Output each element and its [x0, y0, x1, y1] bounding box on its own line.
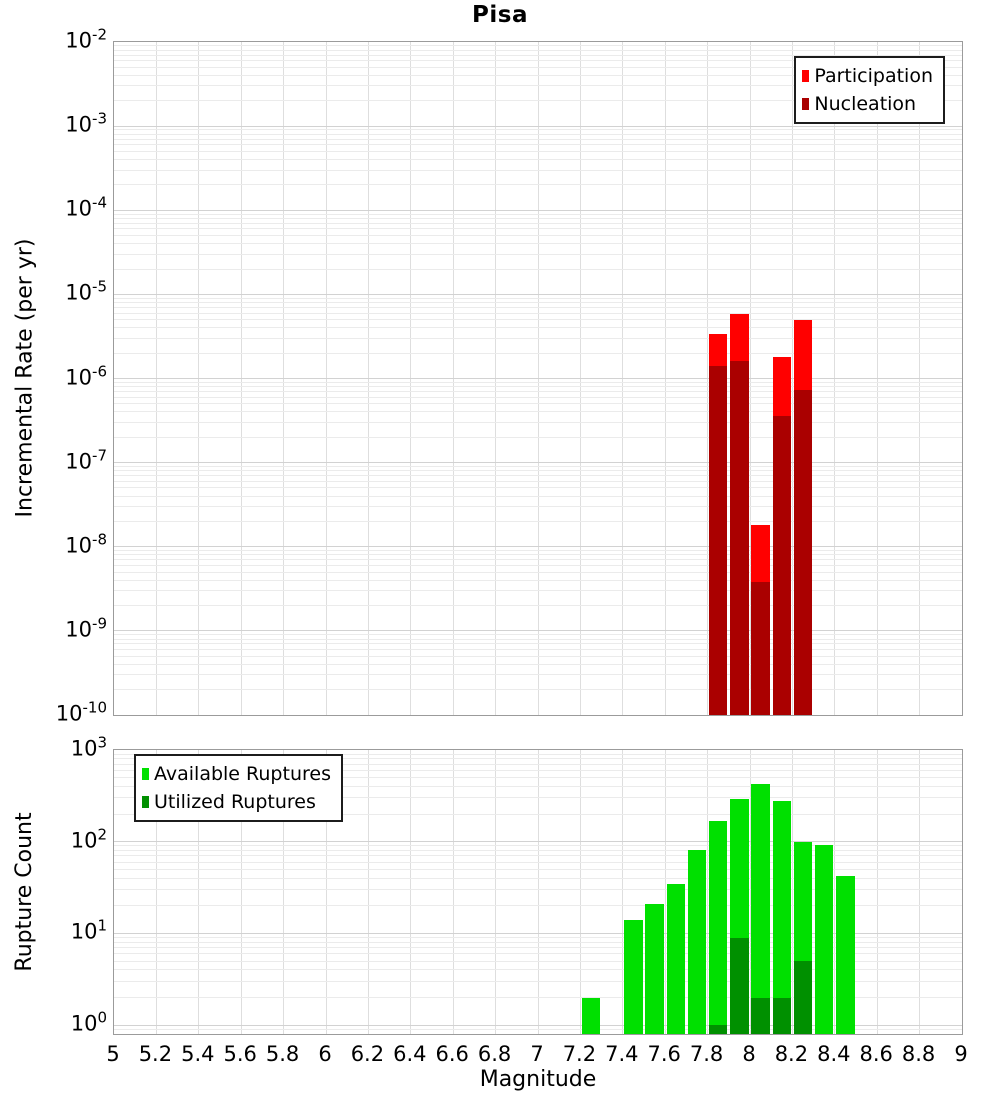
- grid-line-y: [114, 139, 962, 140]
- legend-label-available-ruptures: Available Ruptures: [154, 763, 331, 785]
- grid-line-y: [114, 506, 962, 507]
- grid-line-y: [114, 953, 962, 954]
- y-tick-label: $10^0$: [70, 1008, 107, 1036]
- bar-available-ruptures: [645, 904, 664, 1034]
- x-tick-label: 9: [954, 1042, 968, 1066]
- x-tick-label: 6.8: [477, 1042, 512, 1066]
- grid-line-y: [114, 550, 962, 551]
- grid-line-y: [114, 664, 962, 665]
- grid-line-y: [114, 151, 962, 152]
- grid-line-x: [538, 750, 539, 1034]
- grid-line-y: [114, 50, 962, 51]
- bar-available-ruptures: [624, 920, 643, 1034]
- grid-line-y: [114, 933, 962, 934]
- grid-line-y: [114, 862, 962, 863]
- x-tick-label: 8.6: [859, 1042, 893, 1066]
- bar-nucleation: [709, 366, 728, 715]
- grid-line-y: [114, 961, 962, 962]
- grid-line-x: [410, 750, 411, 1034]
- bar-available-ruptures: [582, 998, 601, 1034]
- x-tick-label: 5.8: [265, 1042, 300, 1066]
- grid-line-y: [114, 397, 962, 398]
- grid-line-y: [114, 391, 962, 392]
- participation-swatch: [802, 70, 809, 82]
- grid-line-y: [114, 382, 962, 383]
- y-tick-label: $10^1$: [70, 916, 107, 944]
- bar-nucleation: [773, 416, 792, 715]
- grid-line-y: [114, 170, 962, 171]
- legend-label-participation: Participation: [814, 65, 933, 87]
- utilized-ruptures-swatch: [142, 796, 149, 808]
- grid-line-y: [114, 144, 962, 145]
- grid-line-y: [114, 605, 962, 606]
- grid-line-y: [114, 997, 962, 998]
- grid-line-y: [114, 580, 962, 581]
- x-tick-label: 8.8: [901, 1042, 936, 1066]
- grid-line-y: [114, 643, 962, 644]
- grid-line-y: [114, 869, 962, 870]
- x-tick-label: 7: [530, 1042, 544, 1066]
- grid-line-y: [114, 302, 962, 303]
- y-tick-label: $10^{-4}$: [65, 193, 107, 221]
- bar-available-ruptures: [751, 784, 770, 1034]
- y-tick-label: $10^{-7}$: [65, 446, 107, 474]
- x-tick-label: 7.8: [689, 1042, 724, 1066]
- grid-line-y: [114, 319, 962, 320]
- available-ruptures-swatch: [142, 768, 149, 780]
- grid-line-y: [114, 630, 962, 631]
- x-tick-label: 6.6: [435, 1042, 469, 1066]
- bar-utilized-ruptures: [730, 938, 749, 1034]
- grid-line-y: [114, 850, 962, 851]
- y-tick-label: $10^{-3}$: [65, 109, 107, 137]
- grid-line-y: [114, 353, 962, 354]
- grid-line-y: [114, 184, 962, 185]
- grid-line-y: [114, 878, 962, 879]
- grid-line-y: [114, 243, 962, 244]
- grid-line-y: [114, 942, 962, 943]
- grid-line-y: [114, 228, 962, 229]
- grid-line-y: [114, 307, 962, 308]
- bar-utilized-ruptures: [751, 998, 770, 1034]
- bar-available-ruptures: [688, 850, 707, 1034]
- grid-line-y: [114, 214, 962, 215]
- legend-item-utilized-ruptures: [142, 788, 331, 816]
- grid-line-y: [114, 378, 962, 379]
- grid-line-y: [114, 841, 962, 842]
- grid-line-y: [114, 855, 962, 856]
- bar-available-ruptures: [709, 821, 728, 1034]
- grid-line-y: [114, 496, 962, 497]
- x-tick-label: 6.2: [350, 1042, 385, 1066]
- grid-line-y: [114, 487, 962, 488]
- bar-nucleation: [730, 361, 749, 715]
- bar-available-ruptures: [836, 876, 855, 1034]
- x-tick-label: 7.2: [562, 1042, 597, 1066]
- x-tick-label: 6: [318, 1042, 332, 1066]
- top-plot-area: [113, 41, 963, 716]
- grid-line-y: [114, 462, 962, 463]
- grid-line-y: [114, 969, 962, 970]
- rate-legend: [794, 56, 945, 124]
- legend-item-nucleation: [802, 90, 933, 118]
- x-tick-label: 8: [742, 1042, 756, 1066]
- grid-line-y: [114, 889, 962, 890]
- grid-line-y: [114, 1025, 962, 1026]
- rupture-legend: [134, 754, 343, 822]
- y-tick-label: $10^{-5}$: [65, 277, 107, 305]
- bar-utilized-ruptures: [794, 961, 813, 1034]
- bar-utilized-ruptures: [773, 998, 792, 1034]
- grid-line-y: [114, 298, 962, 299]
- grid-line-y: [114, 554, 962, 555]
- grid-line-y: [114, 223, 962, 224]
- legend-item-available-ruptures: [142, 760, 331, 788]
- y-tick-label: $10^{-10}$: [55, 698, 107, 726]
- bottom-plot: [70, 733, 968, 1066]
- grid-line-y: [114, 905, 962, 906]
- grid-line-y: [114, 947, 962, 948]
- x-tick-label: 7.4: [605, 1042, 639, 1066]
- grid-line-y: [114, 937, 962, 938]
- grid-line-x: [919, 750, 920, 1034]
- y-tick-label: $10^{-2}$: [65, 25, 107, 53]
- x-tick-label: 5.6: [223, 1042, 257, 1066]
- grid-line-x: [453, 750, 454, 1034]
- grid-line-y: [114, 437, 962, 438]
- grid-line-x: [495, 750, 496, 1034]
- grid-line-y: [114, 845, 962, 846]
- grid-line-y: [114, 559, 962, 560]
- bar-available-ruptures: [667, 884, 686, 1034]
- grid-line-y: [114, 327, 962, 328]
- grid-line-y: [114, 634, 962, 635]
- grid-line-y: [114, 466, 962, 467]
- grid-line-y: [114, 521, 962, 522]
- nucleation-swatch: [802, 98, 809, 110]
- grid-line-y: [114, 689, 962, 690]
- grid-line-y: [114, 235, 962, 236]
- x-tick-label: 5.4: [181, 1042, 215, 1066]
- grid-line-y: [114, 254, 962, 255]
- legend-label-nucleation: Nucleation: [814, 93, 917, 115]
- grid-line-y: [114, 422, 962, 423]
- y-tick-label: $10^{-6}$: [65, 362, 107, 389]
- grid-line-y: [114, 210, 962, 211]
- grid-line-y: [114, 294, 962, 295]
- bar-nucleation: [794, 390, 813, 715]
- bar-utilized-ruptures: [709, 1025, 728, 1034]
- grid-line-y: [114, 981, 962, 982]
- grid-line-y: [114, 218, 962, 219]
- x-tick-label: 7.6: [647, 1042, 681, 1066]
- bottom-y-axis-label: Rupture Count: [12, 812, 37, 972]
- grid-line-x: [877, 750, 878, 1034]
- bar-available-ruptures: [815, 845, 834, 1034]
- x-tick-label: 8.2: [774, 1042, 809, 1066]
- grid-line-y: [114, 546, 962, 547]
- grid-line-y: [114, 656, 962, 657]
- grid-line-x: [368, 750, 369, 1034]
- grid-line-y: [114, 649, 962, 650]
- top-y-axis-label: Incremental Rate (per yr): [12, 238, 38, 518]
- grid-line-y: [114, 470, 962, 471]
- legend-item-participation: [802, 62, 933, 90]
- grid-line-y: [114, 411, 962, 412]
- legend-label-utilized-ruptures: Utilized Ruptures: [154, 791, 316, 813]
- x-tick-label: 5.2: [138, 1042, 173, 1066]
- grid-line-y: [114, 639, 962, 640]
- grid-line-y: [114, 403, 962, 404]
- y-tick-label: $10^{-8}$: [65, 530, 107, 558]
- grid-line-y: [114, 129, 962, 130]
- x-tick-label: 8.4: [817, 1042, 851, 1066]
- grid-line-y: [114, 674, 962, 675]
- grid-line-y: [114, 1029, 962, 1030]
- grid-line-y: [114, 269, 962, 270]
- grid-line-y: [114, 134, 962, 135]
- y-tick-label: $10^2$: [70, 825, 107, 853]
- y-tick-label: $10^3$: [70, 733, 107, 761]
- grid-line-y: [114, 45, 962, 46]
- grid-line-y: [114, 590, 962, 591]
- grid-line-y: [114, 481, 962, 482]
- x-tick-label: 5: [106, 1042, 120, 1066]
- grid-line-y: [114, 386, 962, 387]
- grid-line-y: [114, 565, 962, 566]
- grid-line-y: [114, 126, 962, 127]
- grid-line-y: [114, 572, 962, 573]
- x-axis-label: Magnitude: [479, 1067, 597, 1092]
- grid-line-x: [580, 750, 581, 1034]
- grid-line-y: [114, 475, 962, 476]
- grid-line-y: [114, 313, 962, 314]
- page-title: Pisa: [472, 2, 528, 28]
- grid-line-y: [114, 338, 962, 339]
- y-tick-label: $10^{-9}$: [65, 614, 107, 642]
- x-tick-label: 6.4: [393, 1042, 427, 1066]
- top-plot: [55, 25, 963, 726]
- grid-line-y: [114, 159, 962, 160]
- bar-nucleation: [751, 582, 770, 715]
